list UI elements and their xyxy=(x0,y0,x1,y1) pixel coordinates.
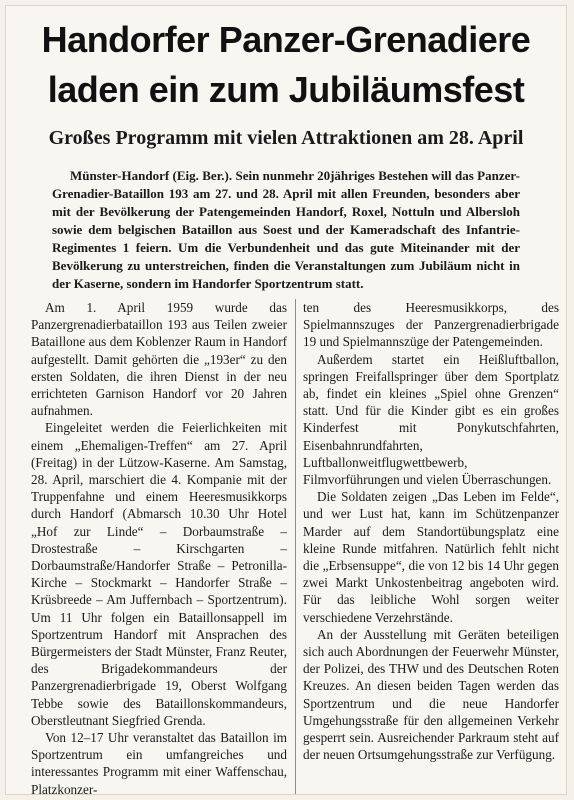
body-paragraph: An der Ausstellung mit Geräten beteiligen sich auch Abordnungen der Feuerwehr Münster, der Polizei, des THW und des Deutschen Roten Kreuzes. An diesen beiden Tagen werden das Sportzentrum und die neue Handorfer Umgehungsstraße für den allgemeinen Verkehr gesperrt sein. Ausreichender Parkraum steht auf der neuen Ortsumgehungsstraße zur Verfügung. xyxy=(303,626,559,763)
body-paragraph: Am 1. April 1959 wurde das Panzergrenadierbataillon 193 aus Teilen zweier Bataillone aus dem Koblenzer Raum in Handorf aufgestellt. Damit gehörten die „193er“ zu den ersten Soldaten, die ihren Dienst in der neu errichteten Garnison Handorf vor 20 Jahren aufnahmen. xyxy=(31,300,287,419)
headline-line-2: laden ein zum Jubiläumsfest xyxy=(47,69,525,110)
headline-line-1: Handorfer Panzer-Grenadiere xyxy=(41,19,531,60)
body-column-left xyxy=(31,299,287,798)
intro-paragraph: Münster-Handorf (Eig. Ber.). Sein nunmehr 20jähriges Bestehen will das Panzer-Grenadier-Bataillon 193 am 27. und 28. April mit allen Freunden, besonders aber mit der Bevölkerung der Patengemeinden Handorf, Roxel, Nottuln und Albersloh sowie dem belgischen Bataillon aus Soest und der Kameradschaft des Infantrie-Regimentes 1 feiern. Um die Verbundenheit und das gute Miteinander mit der Bevölkerung zu unterstreichen, finden die Veranstaltungen zum Jubiläum nicht in der Kaserne, sondern im Handorfer Sportzentrum statt. xyxy=(52,168,520,291)
body-column-right xyxy=(303,299,559,763)
body-paragraph: ten des Heeresmusikkorps, des Spielmannszuges der Panzergrenadierbrigade 19 und Spielmannszüge der Patengemeinden. xyxy=(303,300,559,350)
body-paragraph: Eingeleitet werden die Feierlichkeiten mit einem „Ehemaligen-Treffen“ am 27. April (Freitag) in der Lützow-Kaserne. Am Samstag, 28. April, marschiert die 4. Kompanie mit der Truppenfahne und einem Heeresmusikkorps durch Handorf (Abmarsch 10.30 Uhr Hotel „Hof zur Linde“ – Dorbaumstraße – Drostestraße – Kirschgarten – Dorbaumstraße/Handorfer Straße – Petronilla-Kirche – Stockmarkt – Handorfer Straße – Krüsbreede – Am Juffernbach – Sportzentrum). Um 11 Uhr folgen ein Bataillonsappell im Sportzentrum Handorf mit Ansprachen des Bürgermeisters der Stadt Münster, Franz Reuter, des Brigadekommandeurs der Panzergrenadierbrigade 19, Oberst Wolfgang Tebbe sowie des Bataillonskommandeurs, Oberstleutnant Siegfried Grenda. xyxy=(31,420,287,728)
body-paragraph: Die Soldaten zeigen „Das Leben im Felde“, und wer Lust hat, kann im Schützenpanzer Marder auf dem Standortübungsplatz eine kleine Runde mitfahren. Natürlich fehlt nicht die „Erbsensuppe“, die von 12 bis 14 Uhr gegen zwei Markt Unkostenbeitrag angeboten wird. Für das leibliche Wohl sorgen weiter verschiedene Verzehrstände. xyxy=(303,489,559,625)
body-paragraph: Von 12–17 Uhr veranstaltet das Bataillon im Sportzentrum ein umfangreiches und interessantes Programm mit einer Waffenschau, Platzkonzer- xyxy=(31,730,287,797)
column-divider xyxy=(295,299,296,794)
newspaper-clipping xyxy=(6,6,566,797)
subheadline: Großes Programm mit vielen Attraktionen am 28. April xyxy=(48,127,524,149)
body-paragraph: Außerdem startet ein Heißluftballon, springen Freifallspringer über dem Sportplatz ab, findet ein kleines „Spiel ohne Grenzen“ statt. Und für die Kinder gibt es ein großes Kinderfest mit Ponykutschfahrten, Eisenbahnrundfahrten, Luftballonweitflugwettbewerb, Filmvorführungen und vielen Überraschungen. xyxy=(303,351,559,488)
